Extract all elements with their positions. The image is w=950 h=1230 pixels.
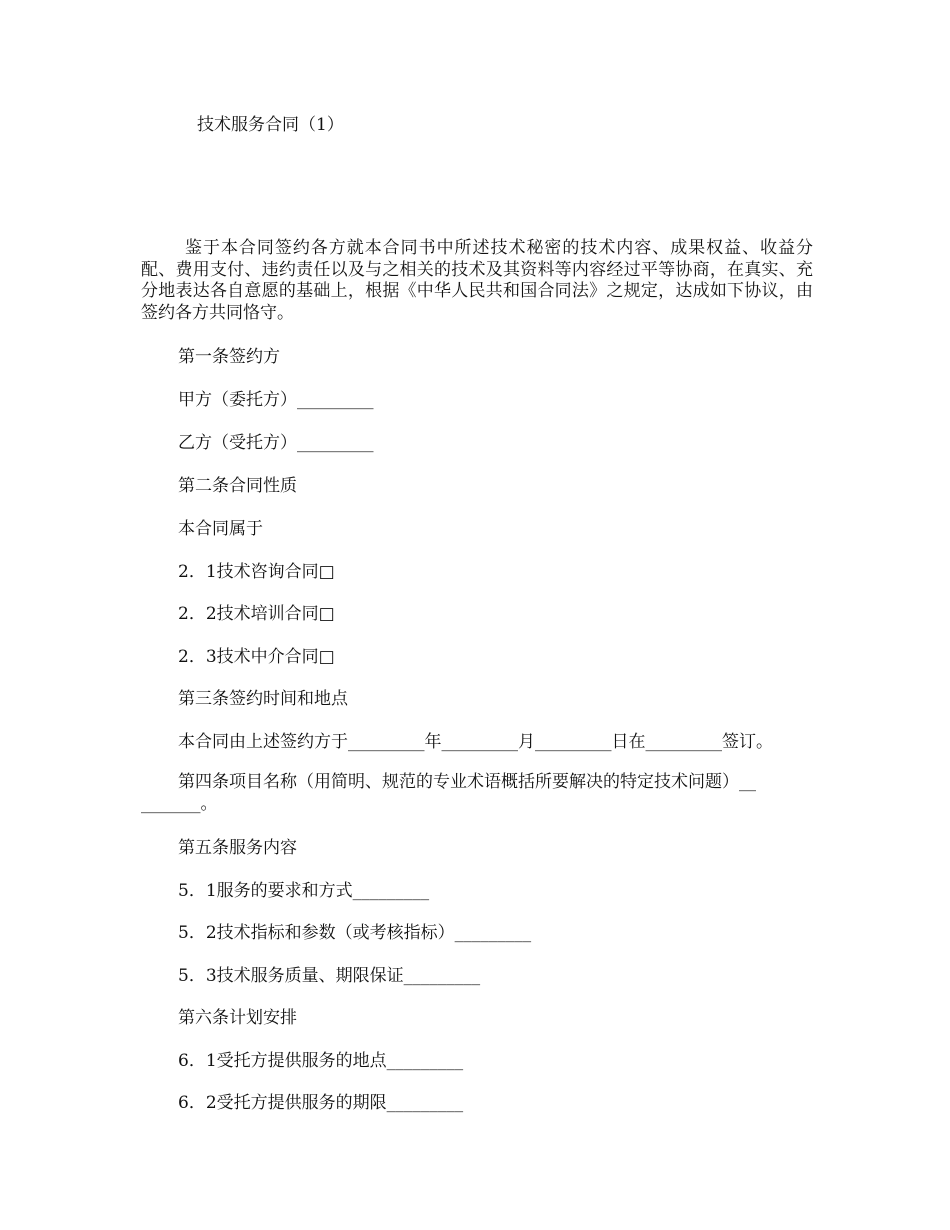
article-2-item-2: 2．2技术培训合同□ — [178, 604, 335, 624]
article-2-lead: 本合同属于 — [178, 519, 263, 539]
article-4-text: 第四条项目名称（用简明、规范的专业术语概括所要解决的特定技术问题）__ _______。 — [141, 772, 756, 814]
article-5-item-1: 5．1服务的要求和方式_________ — [178, 881, 430, 901]
article-2-item-1: 2．1技术咨询合同□ — [178, 562, 335, 582]
article-5-heading: 第五条服务内容 — [178, 838, 297, 858]
article-6-item-2: 6．2受托方提供服务的期限_________ — [178, 1093, 464, 1113]
party-b-line: 乙方（受托方）_________ — [178, 433, 374, 453]
article-3-text: 本合同由上述签约方于_________年_________月_________日在_________签订。 — [178, 732, 773, 752]
article-2-heading: 第二条合同性质 — [178, 476, 297, 496]
article-2-item-3: 2．3技术中介合同□ — [178, 647, 335, 667]
article-3-heading: 第三条签约时间和地点 — [178, 689, 348, 709]
article-6-item-1: 6．1受托方提供服务的地点_________ — [178, 1051, 464, 1071]
article-5-item-3: 5．3技术服务质量、期限保证_________ — [178, 966, 481, 986]
intro-paragraph: 鉴于本合同签约各方就本合同书中所述技术秘密的技术内容、成果权益、收益分配、费用支付、违约责任以及与之相关的技术及其资料等内容经过平等协商，在真实、充分地表达各自意愿的基础上，根据《中华人民共和国合同法》之规定，达成如下协议，由签约各方共同恪守。 — [141, 238, 813, 323]
article-1-heading: 第一条签约方 — [178, 347, 280, 367]
party-a-line: 甲方（委托方）_________ — [178, 390, 374, 410]
article-6-heading: 第六条计划安排 — [178, 1008, 297, 1028]
article-5-item-2: 5．2技术指标和参数（或考核指标）_________ — [178, 923, 532, 943]
document-title: 技术服务合同（1） — [197, 115, 344, 135]
